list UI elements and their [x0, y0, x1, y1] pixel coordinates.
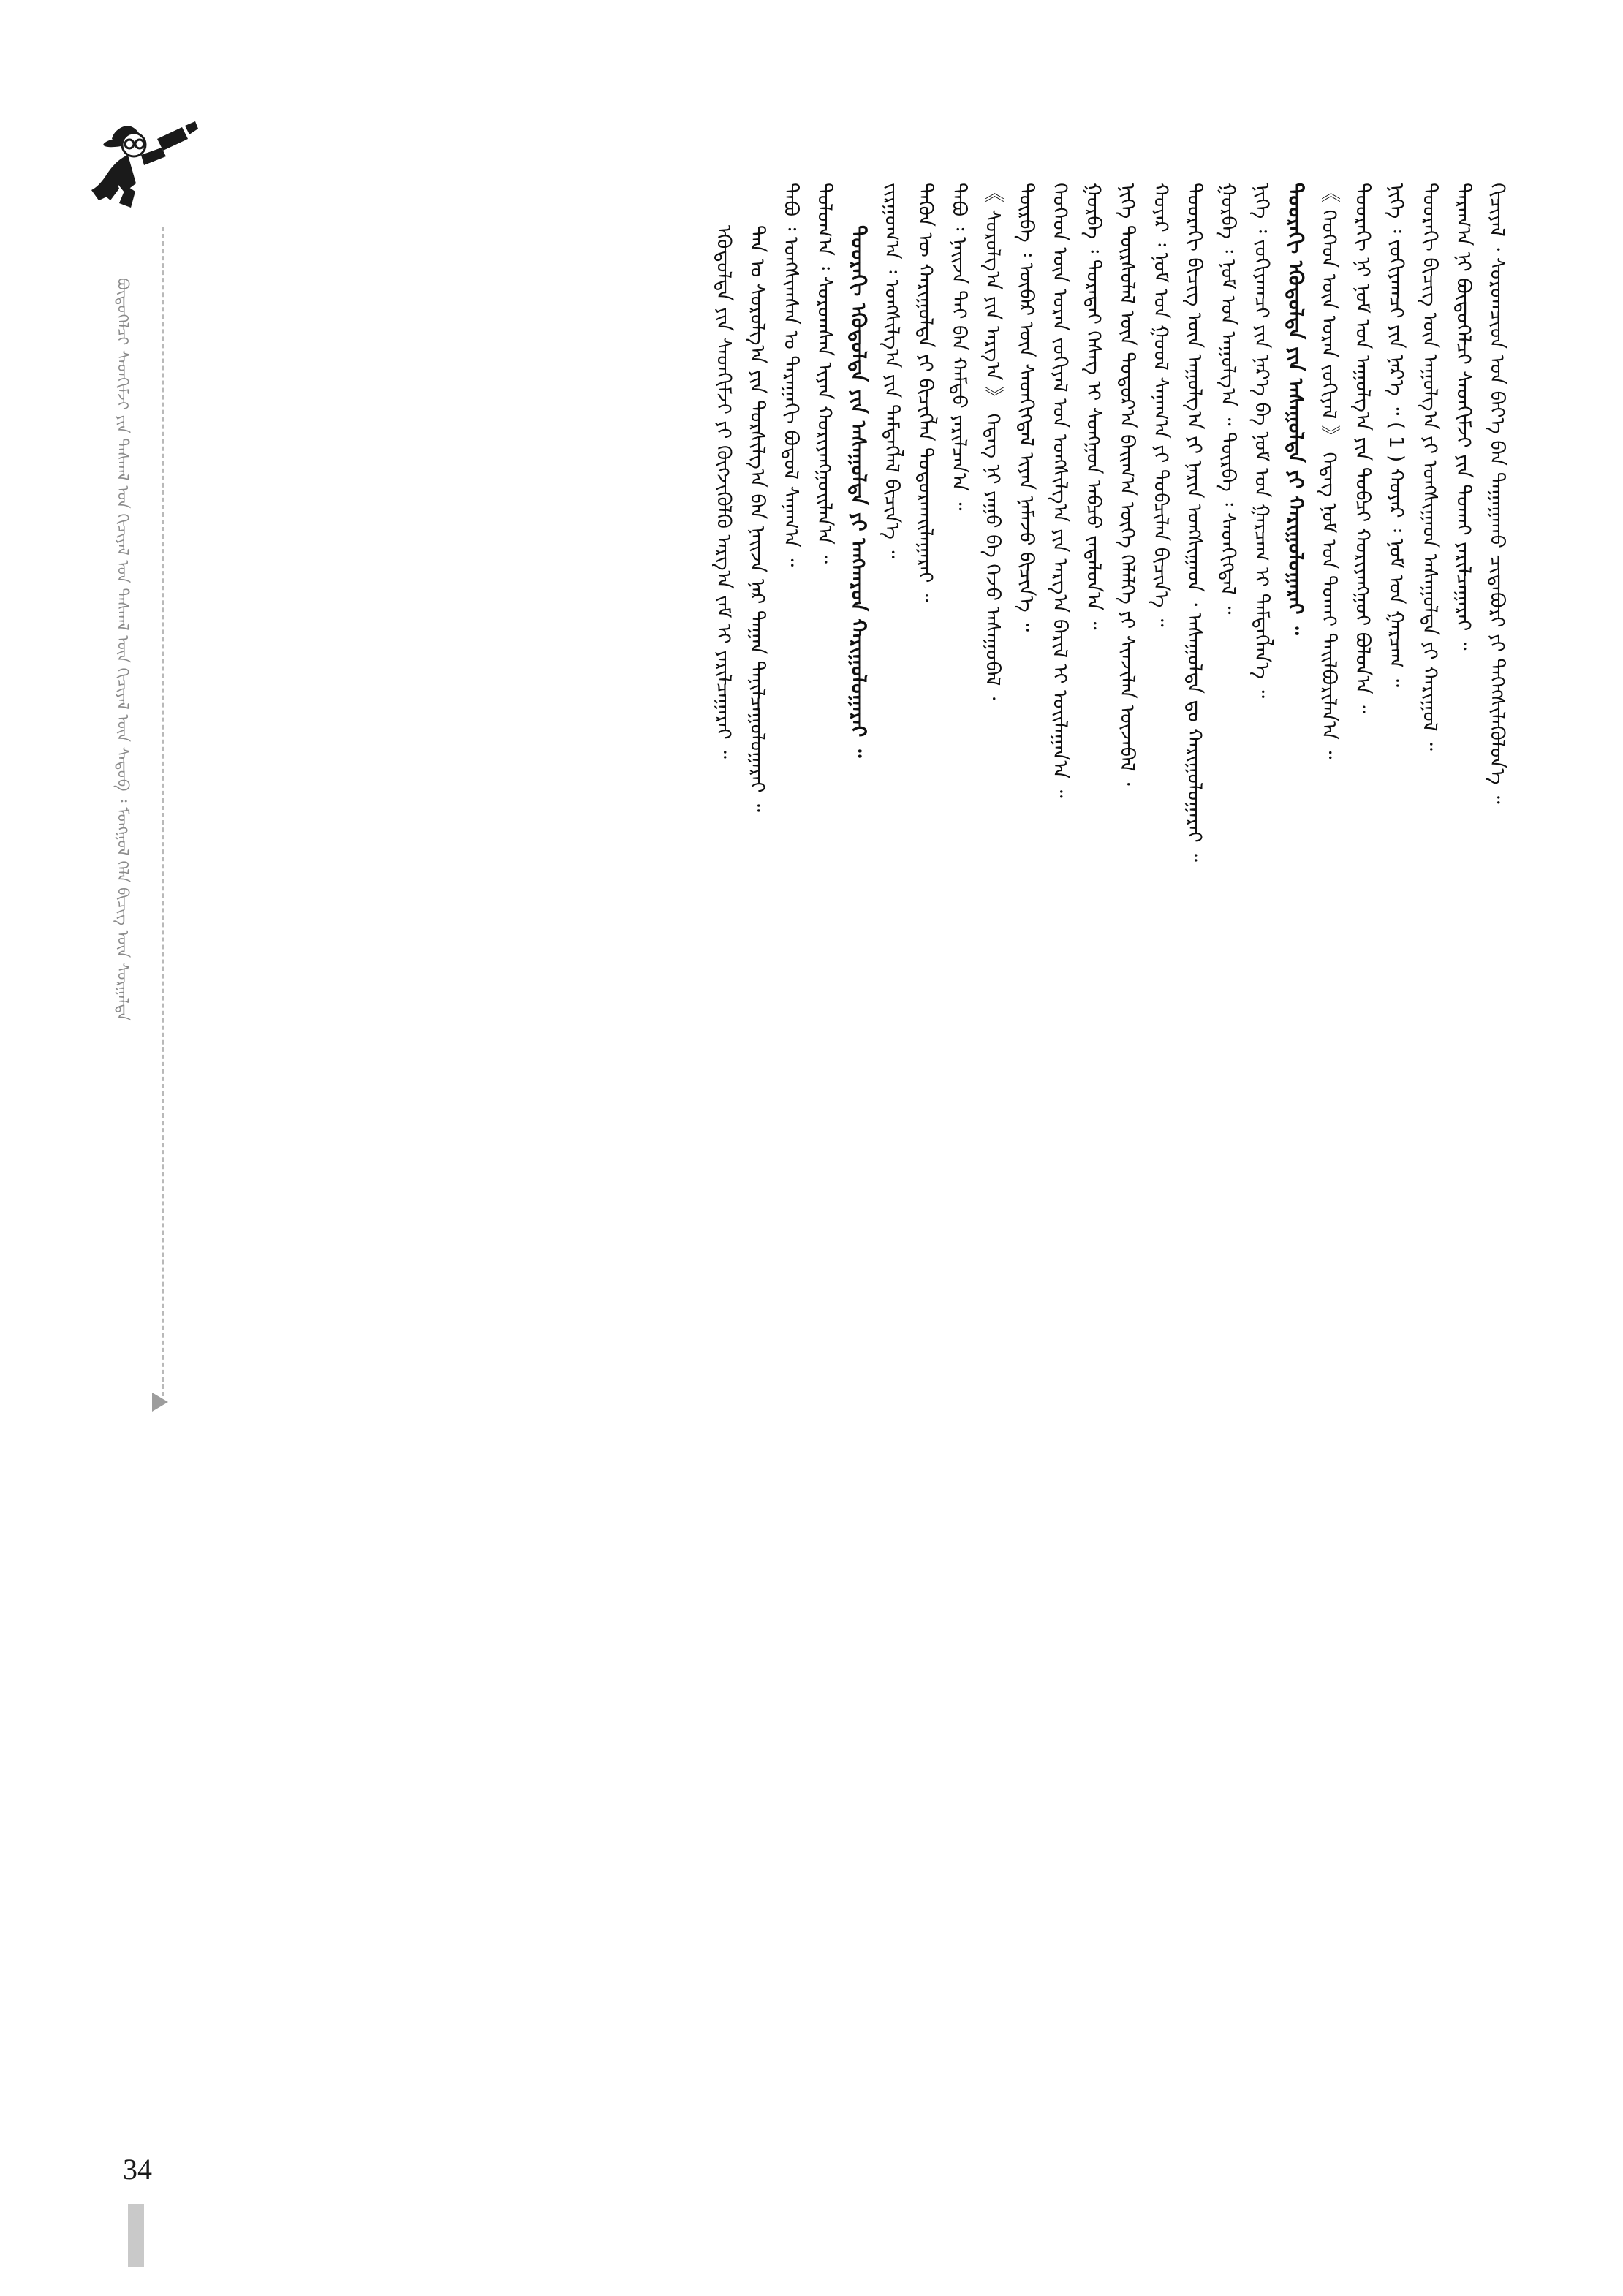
text-column: ᠬᠣᠶᠠᠷ ᠄ ᠨᠣᠮ ᠤᠨ ᠭᠣᠣᠯ ᠰᠠᠨᠠᠭ᠎ᠠ ᠶᠢ ᠲᠣᠪᠴᠢᠯᠠᠨ ᠪᠢᠴᠢᠨ᠎ᠡ ᠃ [1149, 183, 1172, 627]
text-column: ᠨᠢᠭᠡ ᠳᠦᠷᠰᠦᠯᠡᠯ ᠦᠨ ᠳᠣᠲᠣᠷ᠎ᠠ ᠪᠠᠢᠭ᠎ᠠ ᠦᠭᠡ ᠬᠡᠯᠡᠯᠭᠡ ᠶᠢ ᠰᠢᠨᠵᠢᠯᠡᠨ ᠦᠵᠡᠪᠡᠯ ᠂ [1116, 183, 1138, 786]
text-column: ᠲᠠᠪᠤ ᠄ ᠨᠠᠢᠵᠠ ᠲᠠᠢ ᠪᠠᠨ ᠬᠠᠮᠲᠤ ᠶᠠᠷᠢᠯᠴᠠᠨ᠎ᠠ ᠃ [947, 183, 970, 511]
text-column: ᠳᠣᠣᠷᠠᠬᠢ ᠪᠢᠴᠢᠭ ᠦᠨ ᠠᠭᠤᠯᠭ᠎ᠠ ᠶᠢ ᠨᠠᠷᠢᠨ ᠤᠩᠰᠢᠭᠠᠳ ᠂ ᠠᠰᠠᠭᠤᠯᠲᠠ ᠳᠤ ᠬᠠᠷᠢᠭᠤᠯᠤᠭᠠᠷᠠᠢ ᠃ [1183, 183, 1206, 862]
running-student-with-pen-icon [69, 110, 223, 212]
triangle-marker-icon [152, 1393, 168, 1412]
text-column: ᠳᠦᠷᠪᠡ ᠄ ᠦᠪᠡᠷ ᠦᠨ ᠰᠡᠳᠬᠢᠭᠳᠡᠯ ᠢᠶᠡᠨ ᠨᠡᠮᠡᠵᠦ ᠪᠢᠴᠢᠨ᠎ᠡ ᠃ [1015, 183, 1037, 632]
text-column: ᠲᠡᠭᠦᠨ ᠦ ᠬᠠᠷᠢᠭᠤᠯᠲᠠ ᠶᠢ ᠪᠢᠴᠢᠭᠯᠡᠨ ᠲᠣᠳᠣᠷᠬᠠᠢᠯᠠᠭᠠᠷᠠᠢ ᠃ [914, 183, 937, 602]
text-column: ᠭᠤᠷᠪᠠ ᠄ ᠳᠤᠷᠠᠲᠠᠢ ᠬᠡᠰᠡᠭ ᠢ ᠰᠣᠩᠭᠣᠨ ᠠᠪᠴᠤ ᠵᠠᠳᠠᠯᠤᠨ᠎ᠠ ᠃ [1082, 183, 1105, 630]
text-column: ᠳᠠᠷᠠᠭ᠎ᠠ ᠨᠢ ᠪᠦᠲᠦᠭᠡᠯᠴᠢ ᠰᠡᠳᠬᠢᠮᠵᠢ ᠶᠢᠨ ᠲᠤᠬᠠᠢ ᠶᠠᠷᠢᠯᠴᠠᠭᠠᠷᠠᠢ ᠃ [1452, 183, 1475, 651]
text-column: ᠬᠡᠦᠬᠡᠳ ᠦᠨ ᠤᠷᠠᠨ ᠵᠣᠬᠢᠶᠠᠯ ᠤᠨ ᠤᠩᠰᠢᠯᠭ᠎ᠠ ᠶᠢᠨ ᠠᠷᠭ᠎ᠠ ᠪᠠᠷᠢᠯ ᠢ ᠣᠢᠯᠠᠭᠠᠨ᠎ᠠ ᠃ [1048, 183, 1071, 798]
side-note: ᠪᠦᠲᠦᠭᠡᠯᠴᠢ ᠰᠡᠳᠬᠢᠮᠵᠢ ᠶᠢᠨ ᠳᠠᠰᠬᠠᠯ ᠤᠨ ᠬᠢᠴᠢᠶᠡᠯ ᠤᠨ ᠳᠠᠰᠬᠠᠯ ᠦᠨ ᠬᠢᠴᠢᠶᠡᠯ ᠦᠨ ᠰᠡᠳᠦᠪ ᠄ ᠮᠣᠩᠭᠣᠯ ᠬᠡᠯᠡ ᠪᠢᠴᠢᠭ ᠦᠨ ᠰᠤᠷᠭᠠᠯᠲᠠ [114, 278, 132, 1021]
footer-accent-bar [128, 2204, 144, 2267]
text-column: ᠳᠣᠣᠷᠠᠬᠢ ᠨᠢ ᠨᠣᠮ ᠤᠨ ᠠᠭᠤᠯᠭ᠎ᠠ ᠶᠢᠨ ᠲᠣᠪᠴᠢ ᠬᠤᠷᠢᠶᠠᠩᠭᠤᠢ ᠪᠣᠯᠤᠨ᠎ᠠ ᠃ [1351, 183, 1374, 713]
text-column: ᠭᠤᠷᠪᠠ ᠄ ᠨᠣᠮ ᠤᠨ ᠠᠭᠤᠯᠭ᠎ᠠ ᠃ ᠳᠦᠷᠪᠡ ᠄ ᠰᠡᠳᠬᠢᠭᠳᠡᠯ ᠃ [1217, 183, 1239, 615]
text-column: ᠳᠣᠣᠷᠠᠬᠢ ᠪᠢᠴᠢᠭ ᠦᠨ ᠠᠭᠤᠯᠭ᠎ᠠ ᠶᠢ ᠤᠩᠰᠢᠭᠠᠳ ᠠᠰᠠᠭᠤᠯᠲᠠ ᠶᠢ ᠬᠠᠷᠢᠭᠤᠯ ᠃ [1418, 183, 1441, 751]
text-column: ᠳᠣᠯᠣᠭ᠎ᠠ ᠄ ᠰᠤᠷᠤᠭᠰᠠᠨ ᠢᠶᠠᠨ ᠬᠤᠷᠢᠶᠠᠩᠭᠤᠢᠯᠠᠨ᠎ᠠ ᠃ [813, 183, 836, 564]
sub-item-4: ᠲᠠᠨ ᠤ ᠰᠤᠷᠤᠯᠭ᠎ᠠ ᠶᠢᠨ ᠲᠤᠷᠰᠢᠯᠭ᠎ᠠ ᠪᠠᠨ ᠨᠠᠢᠵᠠ ᠨᠠᠷ ᠲᠠᠭᠠᠨ ᠲᠠᠨᠢᠯᠴᠠᠭᠤᠯᠤᠭᠠᠷᠠᠢ ᠃ [746, 225, 768, 812]
dashed-divider [162, 227, 164, 1396]
question-24-heading: ᠳᠣᠣᠷᠠᠬᠢ ᠡᠭᠦᠳᠦᠯᠲᠡ ᠶᠢᠨ ᠠᠰᠠᠭᠤᠯᠲᠠ ᠶᠢ ᠠᠩᠬᠠᠷᠤᠨ ᠬᠠᠷᠢᠭᠤᠯᠤᠭᠠᠷᠠᠢ ᠃ [847, 225, 871, 758]
question-25-heading: ᠳᠣᠣᠷᠠᠬᠢ ᠡᠭᠦᠳᠦᠯᠲᠡ ᠶᠢᠨ ᠠᠰᠠᠭᠤᠯᠲᠠ ᠶᠢ ᠬᠠᠷᠢᠭᠤᠯᠤᠭᠠᠷᠠᠢ ᠃ [1284, 183, 1308, 635]
text-column: ᠵᠢᠷᠭᠤᠭ᠎ᠠ ᠄ ᠤᠩᠰᠢᠯᠭ᠎ᠠ ᠶᠢᠨ ᠲᠡᠮᠳᠡᠭᠯᠡᠯ ᠪᠢᠴᠢᠨ᠎ᠡ ᠃ [880, 183, 903, 559]
page-number: 34 [123, 2153, 152, 2186]
sub-item-3: ᠡᠭᠦᠳᠦᠯᠲᠡ ᠶᠢᠨ ᠰᠡᠳᠬᠢᠮᠵᠢ ᠶᠢ ᠬᠦᠭᠵᠢᠭᠦᠯᠬᠦ ᠠᠷᠭ᠎ᠠ ᠵᠠᠮ ᠢ ᠶᠠᠷᠢᠯᠴᠠᠭᠠᠷᠠᠢ ᠃ [712, 225, 735, 759]
text-column: 《 ᠰᠤᠷᠤᠯᠭ᠎ᠠ ᠶᠢᠨ ᠠᠷᠭ᠎ᠠ 》 ᠭᠡᠳᠡᠭ ᠨᠢ ᠶᠠᠭᠤ ᠪᠡ ᠭᠡᠵᠦ ᠠᠰᠠᠭᠤᠪᠠᠯ ᠂ [981, 183, 1004, 700]
text-column: ᠲᠠᠪᠤ ᠄ ᠤᠩᠰᠢᠭᠰᠠᠨ ᠤ ᠳᠠᠷᠠᠭᠠᠬᠢ ᠪᠣᠳᠣᠯ ᠰᠠᠨᠠᠭ᠎ᠠ ᠃ [779, 183, 802, 567]
text-column: 《 ᠬᠡᠦᠬᠡᠳ ᠦᠨ ᠤᠷᠠᠨ ᠵᠣᠬᠢᠶᠠᠯ 》 ᠭᠡᠳᠡᠭ ᠨᠣᠮ ᠤᠨ ᠲᠤᠬᠠᠢ ᠲᠠᠢᠯᠪᠤᠷᠢᠯᠠᠨ᠎ᠠ ᠃ [1317, 183, 1340, 759]
text-column: ᠨᠢᠭᠡ ᠄ ᠵᠣᠬᠢᠶᠠᠭᠴᠢ ᠶᠢᠨ ᠨᠡᠷ᠎ᠡ ᠪᠠ ᠨᠣᠮ ᠤᠨ ᠭᠠᠷᠴᠠᠭ ᠢ ᠲᠡᠮᠳᠡᠭᠯᠡᠨ᠎ᠡ ᠃ [1250, 183, 1273, 699]
main-text-body [241, 183, 1513, 1989]
text-column: ᠬᠢᠴᠢᠶᠡᠯ ᠂ ᠰᠤᠷᠤᠭᠴᠢᠳ ᠤᠨ ᠪᠡᠶ᠎ᠡ ᠪᠡᠨ ᠳᠠᠭᠠᠭᠠᠬᠤ ᠴᠢᠳᠠᠪᠤᠷᠢ ᠶᠢ ᠳᠡᠭᠡᠭᠰᠢᠯᠡᠭᠦᠯᠦᠨ᠎ᠡ ᠃ [1486, 183, 1508, 804]
text-column: ᠨᠢᠭᠡ ᠄ ᠵᠣᠬᠢᠶᠠᠭᠴᠢ ᠶᠢᠨ ᠨᠡᠷ᠎ᠡ ᠃ ( 1 ) ᠬᠣᠶᠠᠷ ᠄ ᠨᠣᠮ ᠤᠨ ᠭᠠᠷᠴᠠᠭ ᠃ [1385, 183, 1407, 688]
